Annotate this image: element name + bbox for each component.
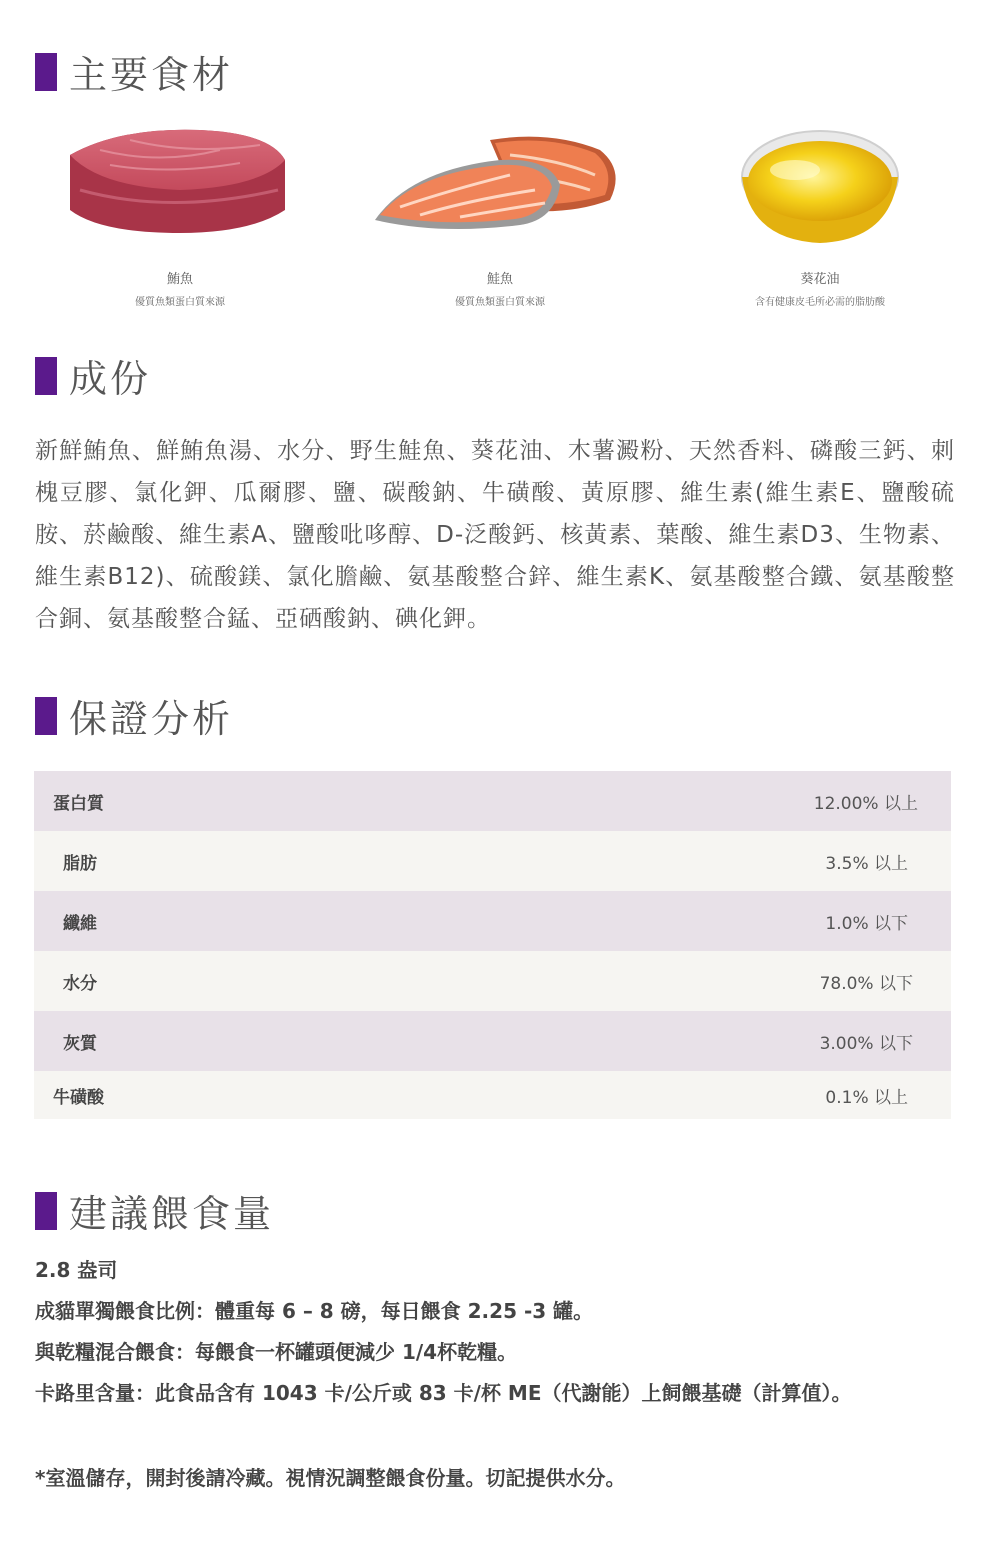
table-row — [34, 831, 951, 891]
tuna-steak-image — [20, 115, 340, 260]
section-marker — [35, 1192, 57, 1230]
main-ingredients-row — [20, 115, 980, 315]
row-value: 12.00% 以上 — [813, 793, 918, 814]
ingredient-desc: 優質魚類蛋白質來源 — [455, 297, 545, 308]
section-marker — [35, 53, 57, 91]
section-title-text: 保證分析 — [69, 697, 234, 741]
row-label: 牛磺酸 — [53, 1087, 104, 1108]
table-row — [34, 951, 951, 1011]
section-title-composition — [35, 348, 151, 403]
composition-text: 新鮮鮪魚、鮮鮪魚湯、水分、野生鮭魚、葵花油、木薯澱粉、天然香料、磷酸三鈣、刺槐豆膠、氯化鉀、瓜爾膠、鹽、碳酸鈉、牛磺酸、黃原膠、維生素(維生素E、鹽酸硫胺、菸鹼酸、維生素A、鹽酸吡哆醇、D-泛酸鈣、核黃素、葉酸、維生素D3、生物素、維生素B12)、硫酸鎂、氯化膽鹼、氨基酸整合鋅、維生素K、氨基酸整合鐵、氨基酸整合銅、氨基酸整合錳、亞硒酸鈉、碘化鉀。 — [35, 438, 955, 632]
feeding-line: 2.8 盎司 — [35, 1258, 118, 1282]
ingredient-desc: 含有健康皮毛所必需的脂肪酸 — [755, 297, 885, 308]
row-value: 1.0% 以下 — [825, 913, 908, 934]
section-title-main-ingredients — [35, 44, 233, 99]
table-row — [34, 1071, 951, 1119]
row-label: 蛋白質 — [53, 793, 104, 814]
table-row — [34, 771, 951, 831]
ingredient-card-sunflower-oil — [660, 115, 980, 308]
row-label: 纖維 — [63, 913, 97, 934]
row-label: 灰質 — [63, 1033, 97, 1054]
section-title-feeding — [35, 1183, 274, 1238]
row-label: 脂肪 — [63, 853, 97, 874]
storage-note: *室溫儲存，開封後請冷藏。視情況調整餵食份量。切記提供水分。 — [35, 1466, 626, 1490]
table-row — [34, 1011, 951, 1071]
guaranteed-analysis-table — [34, 771, 951, 1119]
section-marker — [35, 357, 57, 395]
ingredient-card-tuna — [20, 115, 340, 308]
ingredient-name: 鮭魚 — [486, 272, 513, 287]
feeding-line: 卡路里含量：此食品含有 1043 卡/公斤或 83 卡/杯 ME（代謝能）上飼餵基礎（計算值）。 — [35, 1381, 852, 1405]
ingredient-name: 葵花油 — [800, 272, 840, 287]
section-title-text: 建議餵食量 — [69, 1192, 275, 1236]
salmon-steak-image — [340, 115, 660, 260]
sunflower-oil-bowl-image — [660, 115, 980, 260]
row-label: 水分 — [63, 973, 97, 994]
ingredient-name: 鮪魚 — [166, 272, 193, 287]
feeding-guide — [35, 1252, 965, 1416]
section-title-analysis — [35, 688, 233, 743]
ingredient-card-salmon — [340, 115, 660, 308]
row-value: 3.5% 以上 — [825, 853, 908, 874]
section-title-text: 成份 — [69, 357, 152, 401]
row-value: 78.0% 以下 — [819, 973, 913, 994]
feeding-line: 成貓單獨餵食比例：體重每 6 – 8 磅，每日餵食 2.25 -3 罐。 — [35, 1299, 594, 1323]
row-value: 3.00% 以下 — [819, 1033, 913, 1054]
ingredient-desc: 優質魚類蛋白質來源 — [135, 297, 225, 308]
row-value: 0.1% 以上 — [825, 1087, 908, 1108]
section-marker — [35, 697, 57, 735]
section-title-text: 主要食材 — [69, 53, 234, 97]
feeding-line: 與乾糧混合餵食：每餵食一杯罐頭便減少 1/4杯乾糧。 — [35, 1340, 518, 1364]
table-row — [34, 891, 951, 951]
